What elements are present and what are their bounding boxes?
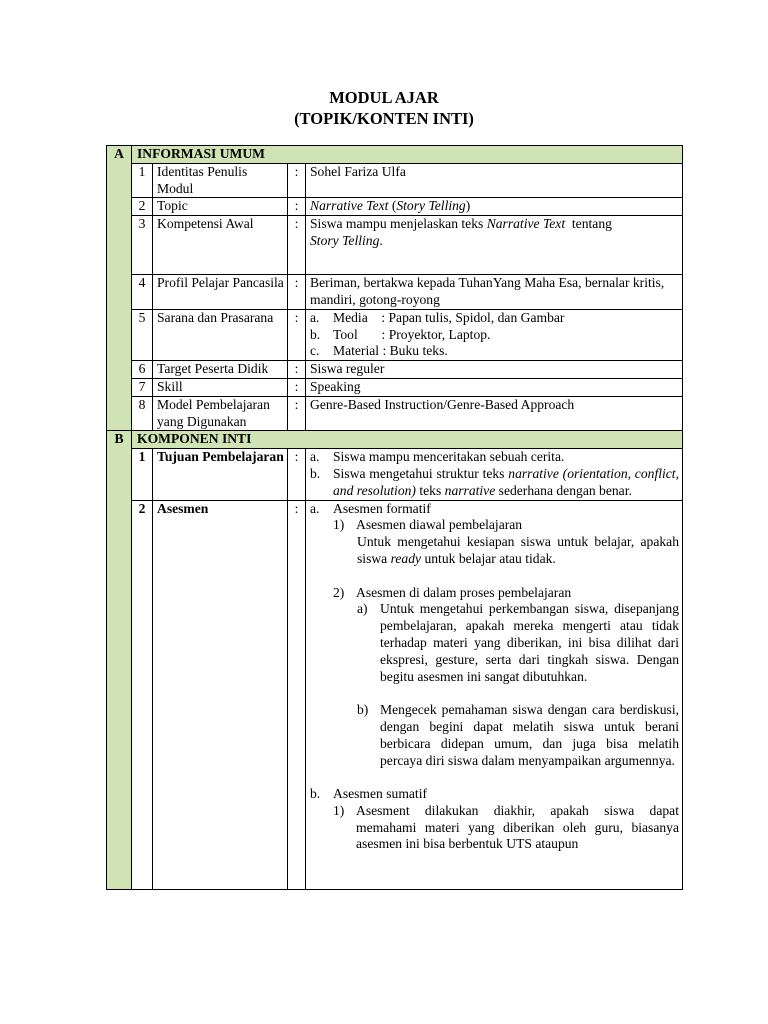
row-label: Sarana dan Prasarana bbox=[153, 309, 288, 360]
row-value bbox=[306, 449, 683, 500]
asesmen-proses: 2) Asesmen di dalam proses pembelajaran bbox=[333, 584, 572, 600]
asesmen-proses-b: b) Mengecek pemahaman siswa dengan cara berdiskusi, dengan begini dapat melatih siswa untuk berani berbicara didepan umum, dan juga bisa melatih percaya diri siswa dalam menyampaikan argumennya. bbox=[357, 702, 679, 768]
row-number: 2 bbox=[132, 500, 153, 889]
row-value: Speaking bbox=[306, 378, 683, 396]
row-label: Skill bbox=[153, 378, 288, 396]
info-row-kompetensi bbox=[107, 216, 683, 275]
row-number: 3 bbox=[132, 216, 153, 275]
title-line-2: (TOPIK/KONTEN INTI) bbox=[294, 109, 474, 128]
info-row-skill bbox=[107, 378, 683, 396]
row-value: Sohel Fariza Ulfa bbox=[306, 163, 683, 198]
row-label: Profil Pelajar Pancasila bbox=[153, 275, 288, 310]
module-table bbox=[106, 145, 683, 890]
row-number: 8 bbox=[132, 396, 153, 431]
section-a-heading: INFORMASI UMUM bbox=[132, 146, 683, 164]
asesmen-awal: 1) Asesmen diawal pembelajaran bbox=[333, 517, 523, 533]
info-row-model bbox=[107, 396, 683, 431]
asesmen-sumatif: b. Asesmen sumatif bbox=[310, 786, 428, 802]
inti-row-asesmen bbox=[107, 500, 683, 889]
row-label: Topic bbox=[153, 198, 288, 216]
section-b-header-row bbox=[107, 431, 683, 449]
info-row-target bbox=[107, 361, 683, 379]
tujuan-item-a: a. Siswa mampu menceritakan sebuah cerita. bbox=[310, 449, 565, 465]
row-label: Model Pembelajaran yang Digunakan bbox=[153, 396, 288, 431]
section-a-header-row bbox=[107, 146, 683, 164]
info-row-topic bbox=[107, 198, 683, 216]
asesmen-awal-body: Untuk mengetahui kesiapan siswa untuk belajar, apakah siswa ready untuk belajar atau tidak. bbox=[357, 534, 679, 566]
row-number: 6 bbox=[132, 361, 153, 379]
sarana-item: b. Tool : Proyektor, Laptop. bbox=[310, 326, 491, 342]
row-number: 5 bbox=[132, 309, 153, 360]
sarana-item: a. Media : Papan tulis, Spidol, dan Gambar bbox=[310, 309, 565, 325]
row-colon: : bbox=[288, 500, 306, 889]
row-colon: : bbox=[288, 309, 306, 360]
row-value bbox=[306, 309, 683, 360]
asesmen-sumatif-1: 1) Asesment dilakukan diakhir, apakah siswa dapat memahami materi yang diberikan oleh guru, biasanya asesmen ini bisa berbentuk UTS ataupun bbox=[333, 802, 679, 852]
row-label: Identitas Penulis Modul bbox=[153, 163, 288, 198]
row-colon: : bbox=[288, 396, 306, 431]
row-colon: : bbox=[288, 163, 306, 198]
row-value: Siswa reguler bbox=[306, 361, 683, 379]
tujuan-item-b: b. Siswa mengetahui struktur teks narrative (orientation, conflict, and resolution) teks narrative sederhana dengan benar. bbox=[310, 465, 679, 498]
row-value: Narrative Text (Story Telling) bbox=[306, 198, 683, 216]
row-number: 2 bbox=[132, 198, 153, 216]
page-title bbox=[0, 87, 768, 129]
row-label: Kompetensi Awal bbox=[153, 216, 288, 275]
row-label: Asesmen bbox=[153, 500, 288, 889]
asesmen-formatif: a. Asesmen formatif bbox=[310, 500, 431, 516]
inti-row-tujuan bbox=[107, 449, 683, 500]
row-colon: : bbox=[288, 361, 306, 379]
row-colon: : bbox=[288, 378, 306, 396]
row-value: Beriman, bertakwa kepada TuhanYang Maha Esa, bernalar kritis, mandiri, gotong-royong bbox=[306, 275, 683, 310]
section-b-letter: B bbox=[107, 431, 132, 889]
info-row-sarana bbox=[107, 309, 683, 360]
row-label: Target Peserta Didik bbox=[153, 361, 288, 379]
sarana-item: c. Material : Buku teks. bbox=[310, 343, 448, 359]
title-line-1: MODUL AJAR bbox=[329, 88, 439, 107]
row-value: Siswa mampu menjelaskan teks Narrative Text tentang Story Telling. bbox=[306, 216, 683, 275]
section-a-letter: A bbox=[107, 146, 132, 431]
row-number: 4 bbox=[132, 275, 153, 310]
row-value: Genre-Based Instruction/Genre-Based Approach bbox=[306, 396, 683, 431]
section-b-heading: KOMPONEN INTI bbox=[132, 431, 683, 449]
info-row-profil bbox=[107, 275, 683, 310]
row-number: 1 bbox=[132, 163, 153, 198]
row-colon: : bbox=[288, 198, 306, 216]
row-colon: : bbox=[288, 449, 306, 500]
row-number: 7 bbox=[132, 378, 153, 396]
info-row-identitas bbox=[107, 163, 683, 198]
row-label: Tujuan Pembelajaran bbox=[153, 449, 288, 500]
asesmen-proses-a: a) Untuk mengetahui perkembangan siswa, disepanjang pembelajaran, apakah mereka mengerti atau tidak terhadap materi yang diberikan, ini bisa dilihat dari ekspresi, gesture, serta dari tingkah siswa. Dengan begitu asesmen ini sangat dibutuhkan. bbox=[357, 601, 679, 684]
row-colon: : bbox=[288, 275, 306, 310]
row-number: 1 bbox=[132, 449, 153, 500]
row-colon: : bbox=[288, 216, 306, 275]
row-value bbox=[306, 500, 683, 889]
